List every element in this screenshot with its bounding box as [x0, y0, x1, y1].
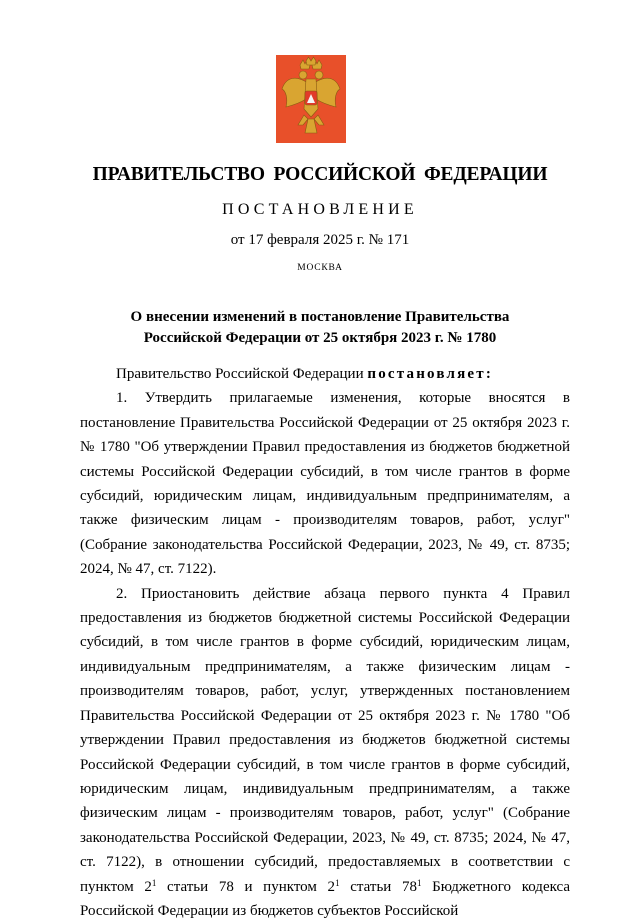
document-type: ПОСТАНОВЛЕНИЕ	[222, 201, 418, 218]
subject-line-2: Российской Федерации от 25 октября 2023 г. № 1780	[143, 330, 497, 346]
decree-word: постановляет:	[367, 366, 494, 382]
coat-of-arms-emblem	[276, 55, 346, 143]
superscript-3: 1	[417, 877, 422, 888]
superscript-1: 1	[151, 877, 157, 888]
document-subject	[80, 307, 560, 349]
subject-line-1: О внесении изменений в постановление Правительства	[130, 309, 510, 325]
superscript-2: 1	[335, 877, 340, 888]
item-2-text-part-4: Бюджетного кодекса Российской Федерации из бюджетов субъектов Российской	[80, 878, 571, 919]
city-label: МОСКВА	[297, 263, 343, 273]
document-date-number: от 17 февраля 2025 г. № 171	[230, 232, 410, 248]
item-2-paragraph	[80, 582, 570, 923]
item-2-text-part-2: статьи 78 и пунктом 2	[156, 878, 336, 895]
item-2-text-part-3: статьи 78	[339, 878, 417, 895]
item-1-paragraph: 1. Утвердить прилагаемые изменения, которые вносятся в постановление Правительства Российской Федерации от 25 октября 2023 г. № 1780 "Об утверждении Правил предоставления из бюджетов бюджетной системы Российской Федерации субсидий, в том числе грантов в форме субсидий, юридическим лицам, индивидуальным предпринимателям, а также физическим лицам - производителям товаров, работ, услуг" (Собрание законодательства Российской Федерации, 2023, № 49, ст. 8735; 2024, № 47, ст. 7122).	[80, 390, 570, 578]
government-title: ПРАВИТЕЛЬСТВО РОССИЙСКОЙ ФЕДЕРАЦИИ	[92, 164, 548, 185]
item-2-text-part-1: 2. Приостановить действие абзаца первого пункта 4 Правил предоставления из бюджетов бюджетной системы Российской Федерации субсидий, в том числе грантов в форме субсидий, юридическим лицам, индивидуальным предпринимателям, а также физическим лицам - производителям товаров, работ, услуг, утвержденных постановлением Правительства Российской Федерации от 25 октября 2023 г. № 1780 "Об утверждении Правил предоставления из бюджетов бюджетной системы Российской Федерации субсидий, в том числе грантов в форме субсидий, юридическим лицам, индивидуальным предпринимателям, а также физическим лицам - производителям товаров, работ, услуг" (Собрание законодательства Российской Федерации, 2023, № 49, ст. 8735; 2024, № 47, ст. 7122), в отношении субсидий, предоставляемых в соответствии с пунктом 2	[80, 585, 570, 895]
preamble-text: Правительство Российской Федерации	[116, 366, 368, 382]
document-body	[80, 362, 570, 923]
preamble-paragraph	[80, 362, 570, 386]
